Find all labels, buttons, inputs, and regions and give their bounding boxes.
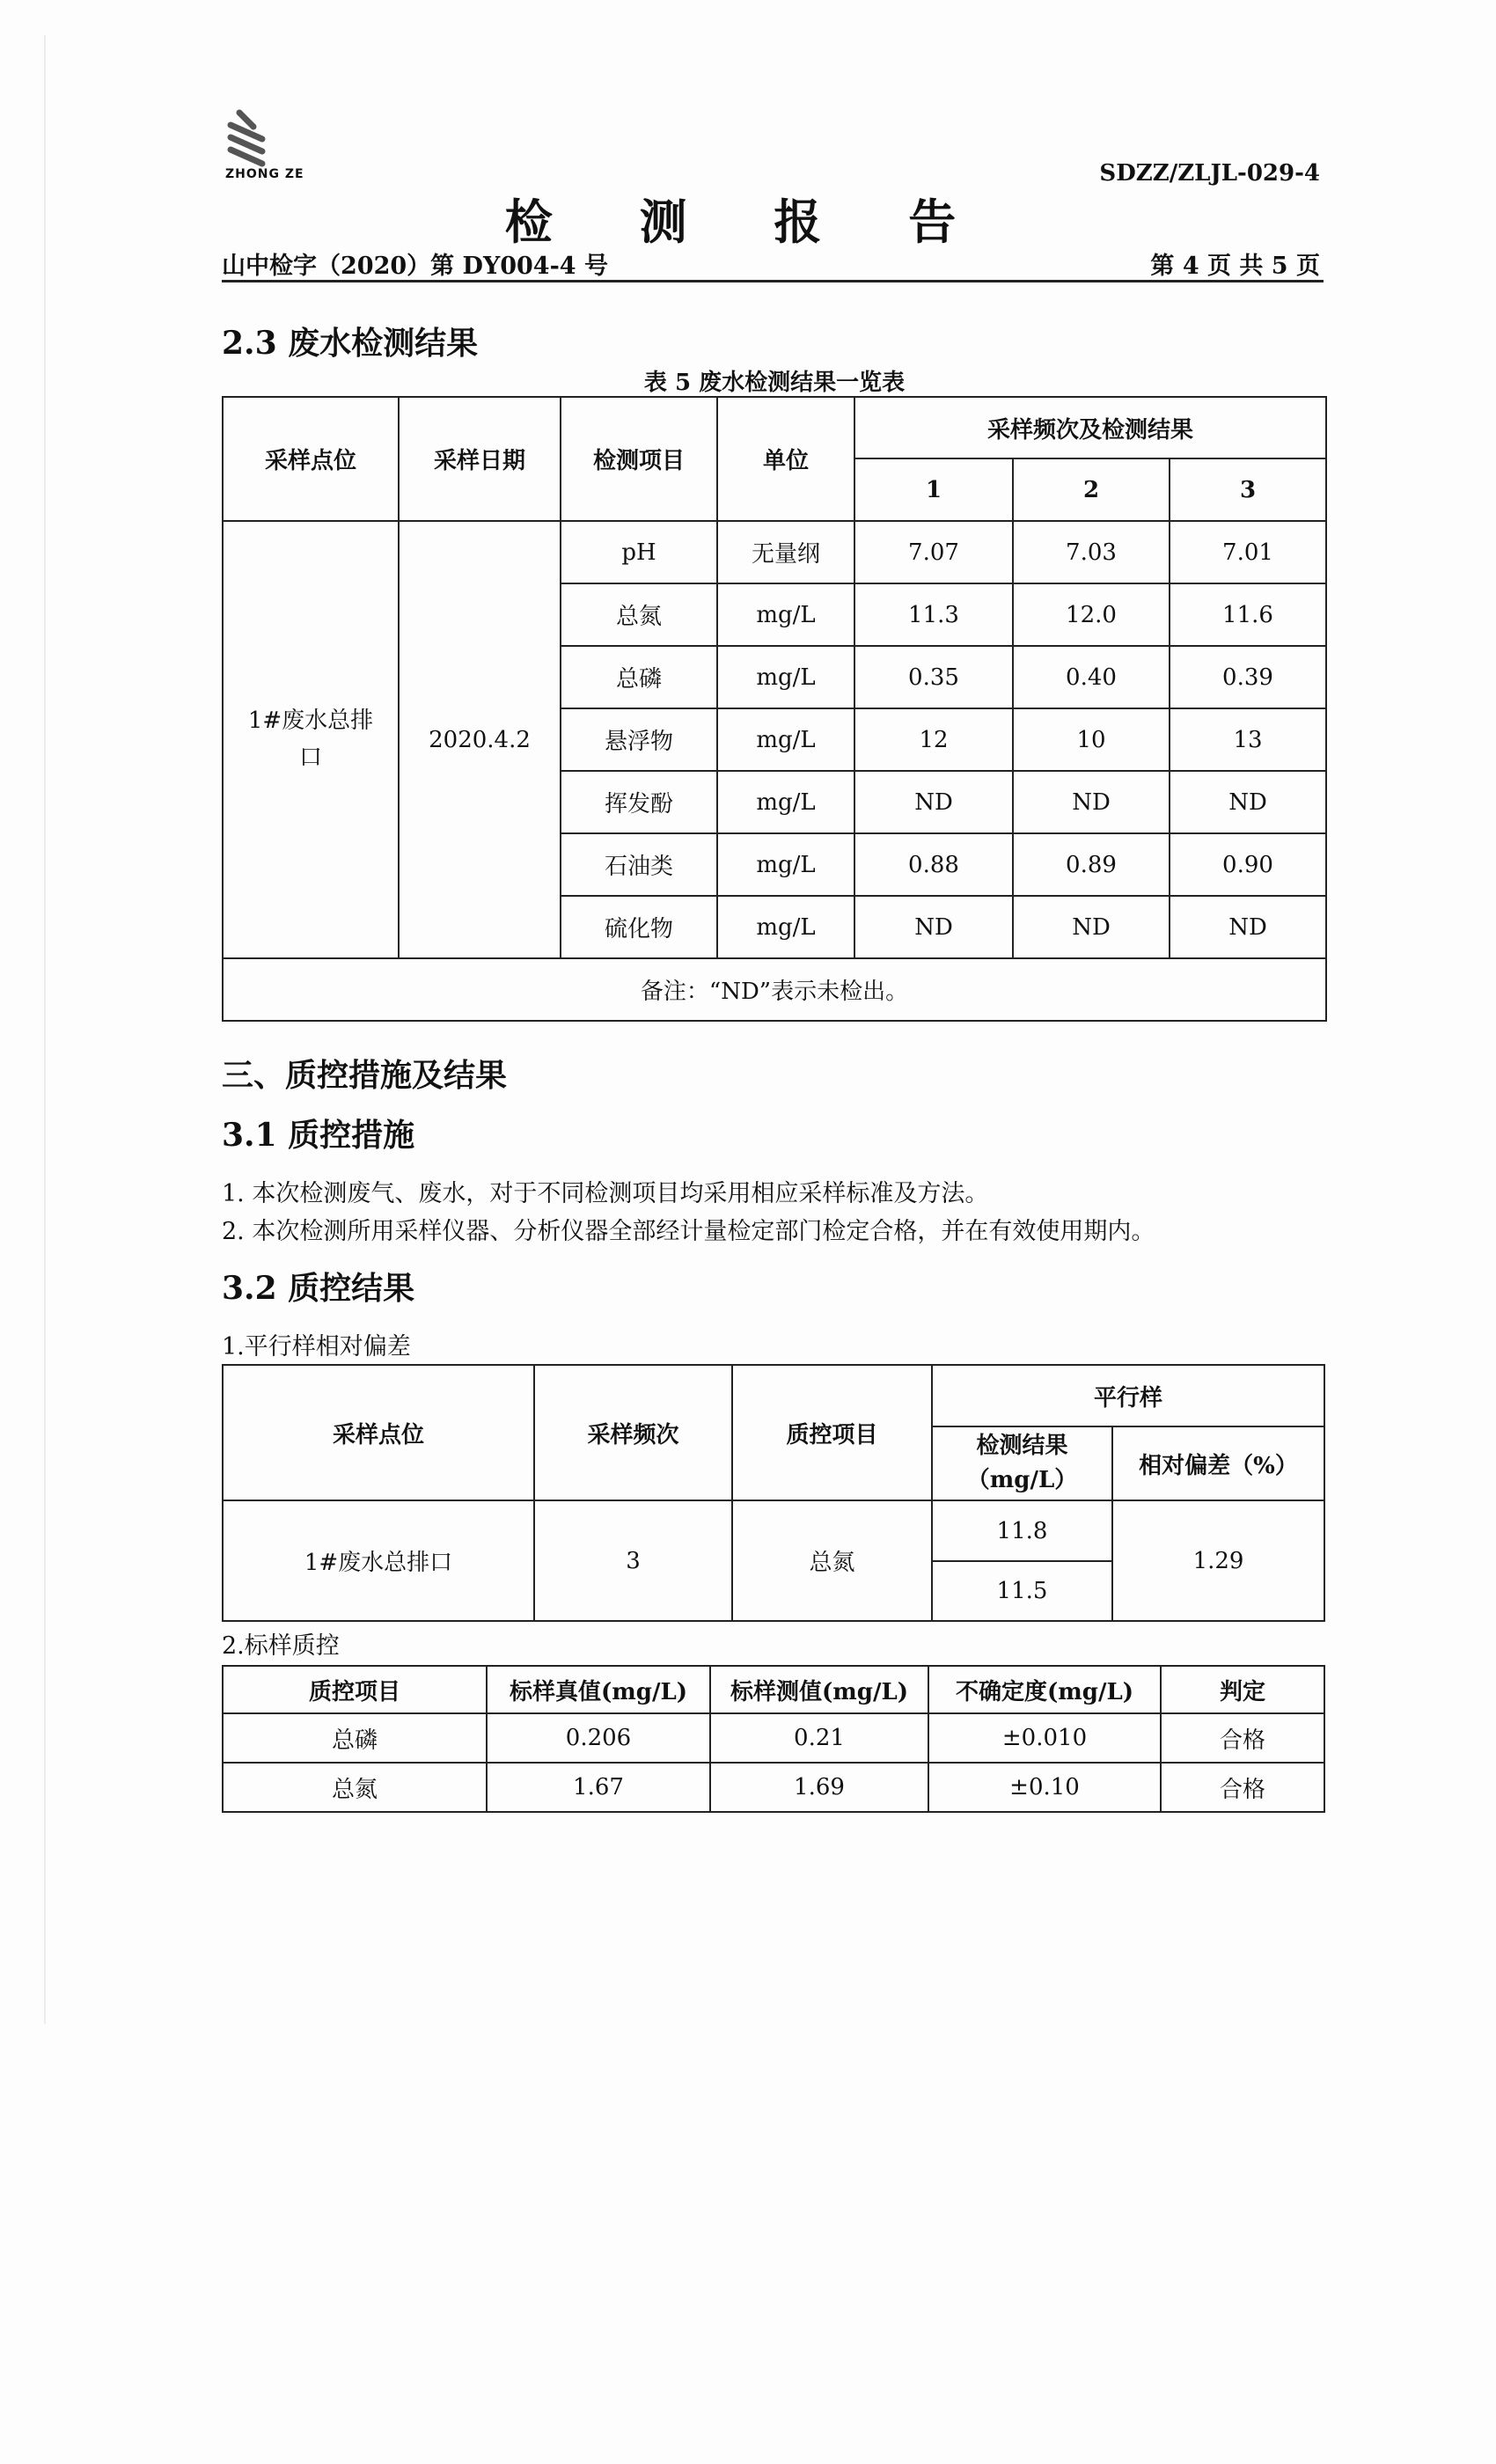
value-cell: 0.88 xyxy=(854,833,1013,896)
frequency-cell: 3 xyxy=(534,1500,732,1621)
value-cell: ND xyxy=(854,896,1013,958)
site-cell: 1#废水总排 口 xyxy=(223,521,399,958)
value-cell: 0.89 xyxy=(1013,833,1170,896)
qc-item-cell: 总氮 xyxy=(223,1763,487,1812)
header-freq-1: 1 xyxy=(854,458,1013,521)
judgement-cell: 合格 xyxy=(1161,1763,1324,1812)
item-cell: 总氮 xyxy=(561,583,717,646)
header-item: 检测项目 xyxy=(561,397,717,521)
page-title: 检 测 报 告 xyxy=(504,194,992,250)
header-divider xyxy=(222,280,1324,282)
header-parallel-group: 平行样 xyxy=(932,1365,1324,1426)
unit-cell: mg/L xyxy=(717,708,854,771)
standard-sample-table xyxy=(222,1665,1325,1813)
qc-item-cell: 总氮 xyxy=(732,1500,932,1621)
header-freq-3: 3 xyxy=(1170,458,1326,521)
true-value-cell: 1.67 xyxy=(487,1763,710,1812)
section-3-1-heading: 3.1 质控措施 xyxy=(222,1117,415,1154)
header-uncertainty: 不确定度(mg/L) xyxy=(928,1666,1161,1713)
parallel-sample-title: 1.平行样相对偏差 xyxy=(222,1333,411,1360)
value-cell: ND xyxy=(854,771,1013,833)
page-number: 第 4 页 共 5 页 xyxy=(1150,253,1320,280)
item-cell: 硫化物 xyxy=(561,896,717,958)
value-cell: ND xyxy=(1013,896,1170,958)
item-cell: 挥发酚 xyxy=(561,771,717,833)
value-cell: 11.3 xyxy=(854,583,1013,646)
measure-item: 2. 本次检测所用采样仪器、分析仪器全部经计量检定部门检定合格，并在有效使用期内。 xyxy=(222,1218,1155,1245)
section-2-3-heading: 2.3 废水检测结果 xyxy=(222,325,479,362)
report-number: 山中检字（2020）第 DY004-4 号 xyxy=(222,253,608,280)
standard-sample-title: 2.标样质控 xyxy=(222,1632,340,1660)
table-note: 备注：“ND”表示未检出。 xyxy=(223,958,1326,1021)
header-qc-item: 质控项目 xyxy=(223,1666,487,1713)
table-5-caption: 表 5 废水检测结果一览表 xyxy=(643,370,906,396)
item-cell: pH xyxy=(561,521,717,583)
header-frequency: 采样频次 xyxy=(534,1365,732,1500)
item-cell: 石油类 xyxy=(561,833,717,896)
value-cell: 13 xyxy=(1170,708,1326,771)
item-cell: 悬浮物 xyxy=(561,708,717,771)
site-cell: 1#废水总排口 xyxy=(223,1500,534,1621)
scan-edge xyxy=(44,35,46,2024)
value-cell: 0.39 xyxy=(1170,646,1326,708)
header-site: 采样点位 xyxy=(223,1365,534,1500)
deviation-cell: 1.29 xyxy=(1112,1500,1324,1621)
header-unit: 单位 xyxy=(717,397,854,521)
unit-cell: mg/L xyxy=(717,896,854,958)
value-cell: 0.90 xyxy=(1170,833,1326,896)
header-date: 采样日期 xyxy=(399,397,561,521)
unit-cell: mg/L xyxy=(717,583,854,646)
section-3-heading: 三、质控措施及结果 xyxy=(222,1057,508,1094)
header-measured-value: 标样测值(mg/L) xyxy=(710,1666,928,1713)
wastewater-results-table xyxy=(222,396,1327,1022)
uncertainty-cell: ±0.010 xyxy=(928,1713,1161,1763)
header-site: 采样点位 xyxy=(223,397,399,521)
parallel-sample-table xyxy=(222,1364,1325,1622)
measured-value-cell: 0.21 xyxy=(710,1713,928,1763)
value-cell: 11.6 xyxy=(1170,583,1326,646)
header-deviation: 相对偏差（%） xyxy=(1112,1426,1324,1500)
section-3-2-heading: 3.2 质控结果 xyxy=(222,1270,415,1307)
header-freq-2: 2 xyxy=(1013,458,1170,521)
true-value-cell: 0.206 xyxy=(487,1713,710,1763)
header-qc-item: 质控项目 xyxy=(732,1365,932,1500)
value-cell: 7.07 xyxy=(854,521,1013,583)
value-cell: 7.03 xyxy=(1013,521,1170,583)
value-cell: 0.35 xyxy=(854,646,1013,708)
result-cell: 11.5 xyxy=(932,1561,1112,1621)
value-cell: 12 xyxy=(854,708,1013,771)
qc-item-cell: 总磷 xyxy=(223,1713,487,1763)
value-cell: 0.40 xyxy=(1013,646,1170,708)
unit-cell: mg/L xyxy=(717,771,854,833)
unit-cell: mg/L xyxy=(717,833,854,896)
header-true-value: 标样真值(mg/L) xyxy=(487,1666,710,1713)
value-cell: 12.0 xyxy=(1013,583,1170,646)
measured-value-cell: 1.69 xyxy=(710,1763,928,1812)
value-cell: ND xyxy=(1170,896,1326,958)
judgement-cell: 合格 xyxy=(1161,1713,1324,1763)
value-cell: 10 xyxy=(1013,708,1170,771)
value-cell: ND xyxy=(1170,771,1326,833)
header-result: 检测结果 （mg/L） xyxy=(932,1426,1112,1500)
value-cell: 7.01 xyxy=(1170,521,1326,583)
header-frequency-group: 采样频次及检测结果 xyxy=(854,397,1326,458)
doc-code: SDZZ/ZLJL-029-4 xyxy=(1099,160,1320,187)
result-cell: 11.8 xyxy=(932,1500,1112,1561)
measure-item: 1. 本次检测废气、废水，对于不同检测项目均采用相应采样标准及方法。 xyxy=(222,1180,989,1207)
uncertainty-cell: ±0.10 xyxy=(928,1763,1161,1812)
unit-cell: 无量纲 xyxy=(717,521,854,583)
date-cell: 2020.4.2 xyxy=(399,521,561,958)
logo-text: ZHONG ZE xyxy=(225,167,304,181)
header-judgement: 判定 xyxy=(1161,1666,1324,1713)
unit-cell: mg/L xyxy=(717,646,854,708)
value-cell: ND xyxy=(1013,771,1170,833)
item-cell: 总磷 xyxy=(561,646,717,708)
